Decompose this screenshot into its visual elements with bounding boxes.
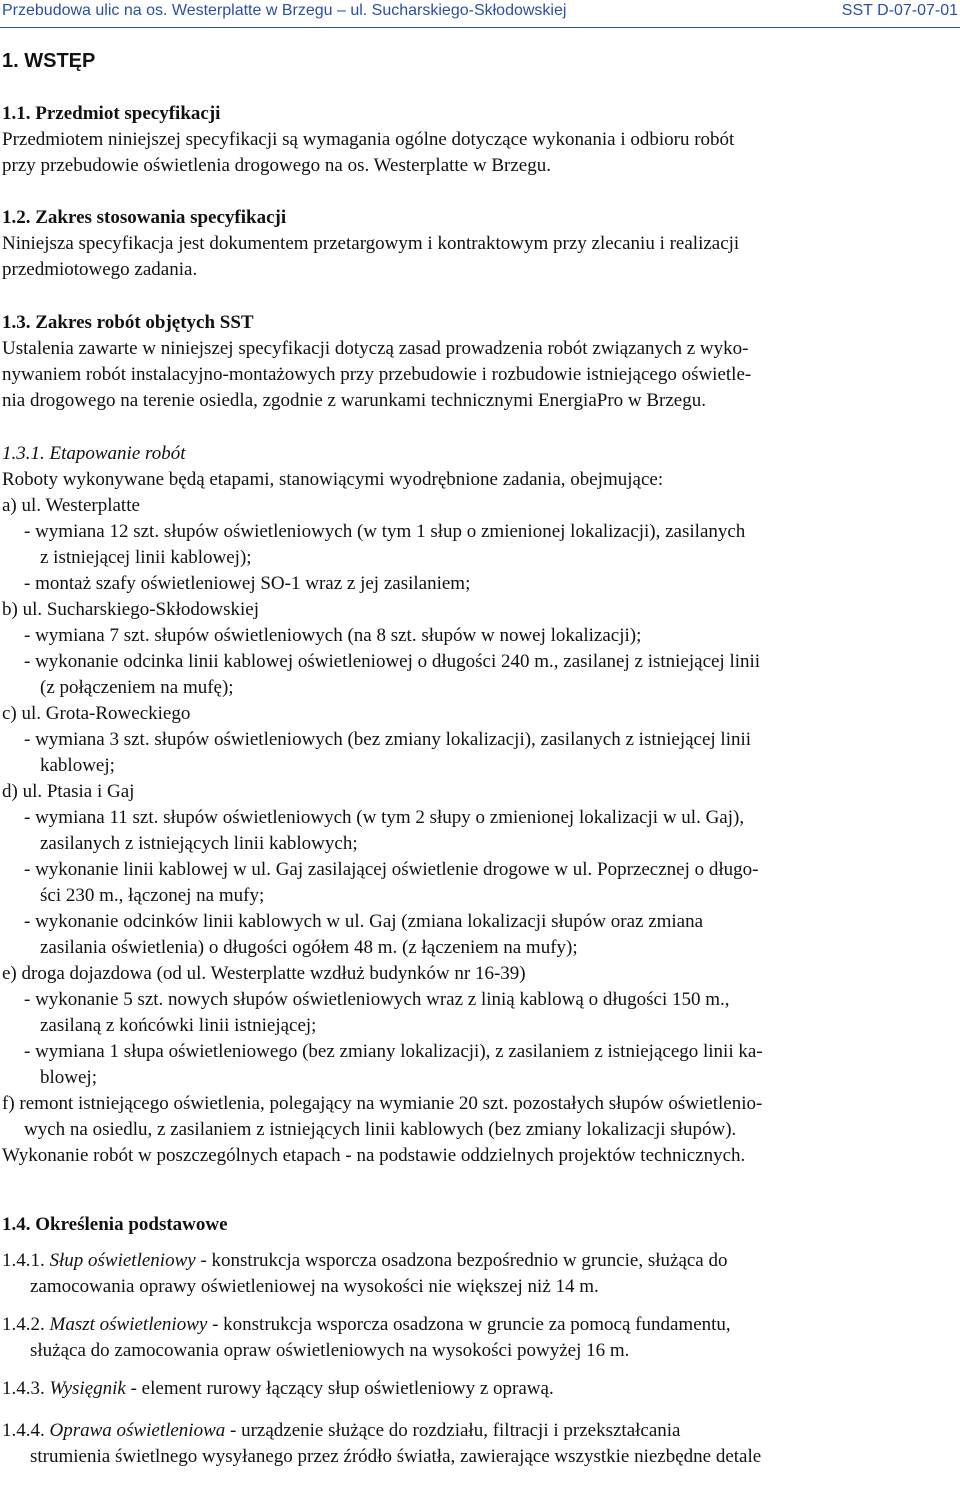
list-item: - wymiana 12 szt. słupów oświetleniowych (w tym 1 słup o zmienionej lokalizacji), zasilanych (24, 521, 746, 542)
definition-text: - urządzenie służące do rozdziału, filtracji i przekształcania (225, 1420, 681, 1441)
list-item: - wykonanie odcinka linii kablowej oświetleniowej o długości 240 m., zasilanej z istniejącej linii (24, 651, 761, 672)
definition-number: 1.4.3. (2, 1378, 45, 1399)
definition-1-4-4 (2, 1420, 681, 1442)
list-item: - wymiana 11 szt. słupów oświetleniowych (w tym 2 słupy o zmienionej lokalizacji w ul. Gaj), (24, 807, 745, 828)
list-item-cont: (z połączeniem na mufę); (40, 677, 234, 698)
list-item-cont: blowej; (40, 1067, 97, 1088)
list-item: - wykonanie 5 szt. nowych słupów oświetleniowych wraz z linią kablową o długości 150 m., (24, 989, 730, 1010)
definition-number: 1.4.2. (2, 1314, 45, 1335)
paragraph-line: Przedmiotem niniejszej specyfikacji są wymagania ogólne dotyczące wykonania i odbioru robót (2, 129, 735, 150)
list-item: - wymiana 1 słupa oświetleniowego (bez zmiany lokalizacji), z zasilaniem z istniejącego linii ka- (24, 1041, 763, 1062)
definition-text: - element rurowy łączący słup oświetleniowy z oprawą. (125, 1378, 554, 1399)
paragraph-line: Roboty wykonywane będą etapami, stanowiącymi wyodrębnione zadania, obejmujące: (2, 469, 664, 490)
header-rule (0, 27, 960, 28)
definition-cont: zamocowania oprawy oświetleniowej na wysokości nie większej niż 14 m. (30, 1276, 599, 1297)
section-heading-1-4: 1.4. Określenia podstawowe (2, 1214, 228, 1235)
definition-term: Słup oświetleniowy (49, 1250, 196, 1271)
definition-term: Oprawa oświetleniowa (49, 1420, 226, 1441)
paragraph-line: nia drogowego na terenie osiedla, zgodnie z warunkami technicznymi EnergiaPro w Brzegu. (2, 390, 706, 411)
list-item: - wykonanie odcinków linii kablowych w ul. Gaj (zmiana lokalizacji słupów oraz zmiana (24, 911, 704, 932)
definition-number: 1.4.4. (2, 1420, 45, 1441)
list-item: - wymiana 7 szt. słupów oświetleniowych (na 8 szt. słupów w nowej lokalizacji); (24, 625, 642, 646)
section-heading-1: 1. WSTĘP (2, 50, 96, 72)
definition-1-4-1 (2, 1250, 728, 1272)
list-item: - montaż szafy oświetleniowej SO-1 wraz z jej zasilaniem; (24, 573, 471, 594)
paragraph-line: Wykonanie robót w poszczególnych etapach - na podstawie oddzielnych projektów technicznych. (2, 1145, 746, 1166)
page-header (0, 0, 960, 30)
list-label: c) ul. Grota-Roweckiego (2, 703, 191, 724)
paragraph-line: nywaniem robót instalacyjno-montażowych przy przebudowie i rozbudowie istniejącego oświetle- (2, 364, 752, 385)
definition-text: - konstrukcja wsporcza osadzona w gruncie za pomocą fundamentu, (207, 1314, 731, 1335)
list-item-cont: z istniejącej linii kablowej); (40, 547, 252, 568)
list-item-cont: zasilaną z końcówki linii istniejącej; (40, 1015, 317, 1036)
list-label: d) ul. Ptasia i Gaj (2, 781, 135, 802)
list-item-cont: ści 230 m., łączonej na mufy; (40, 885, 265, 906)
definition-1-4-2 (2, 1314, 731, 1336)
paragraph-line: Niniejsza specyfikacja jest dokumentem przetargowym i kontraktowym przy zlecaniu i realizacji (2, 233, 740, 254)
list-label: b) ul. Sucharskiego-Skłodowskiej (2, 599, 260, 620)
definition-term: Wysięgnik (49, 1378, 126, 1399)
list-item-cont: zasilanych z istniejących linii kablowych; (40, 833, 358, 854)
list-item-cont: wych na osiedlu, z zasilaniem z istniejących linii kablowych (bez zmiany lokalizacji słupów). (24, 1119, 737, 1140)
definition-cont: strumienia świetlnego wysyłanego przez źródło światła, zawierające wszystkie niezbędne detale (30, 1446, 762, 1467)
section-heading-1-3-1: 1.3.1. Etapowanie robót (2, 443, 186, 464)
list-label: f) remont istniejącego oświetlenia, polegający na wymianie 20 szt. pozostałych słupów oświetlenio- (2, 1093, 763, 1114)
list-item: - wykonanie linii kablowej w ul. Gaj zasilającej oświetlenie drogowe w ul. Poprzecznej o długo- (24, 859, 759, 880)
definition-1-4-3 (2, 1378, 554, 1400)
definition-term: Maszt oświetleniowy (49, 1314, 208, 1335)
paragraph-line: Ustalenia zawarte w niniejszej specyfikacji dotyczą zasad prowadzenia robót związanych z wyko- (2, 338, 749, 359)
section-heading-1-1: 1.1. Przedmiot specyfikacji (2, 103, 221, 124)
list-label: e) droga dojazdowa (od ul. Westerplatte wzdłuż budynków nr 16-39) (2, 963, 526, 984)
section-heading-1-2: 1.2. Zakres stosowania specyfikacji (2, 207, 287, 228)
definition-number: 1.4.1. (2, 1250, 45, 1271)
list-label: a) ul. Westerplatte (2, 495, 140, 516)
header-code: SST D-07-07-01 (841, 2, 958, 19)
definition-cont: służąca do zamocowania opraw oświetleniowych na wysokości powyżej 16 m. (30, 1340, 630, 1361)
section-heading-1-3: 1.3. Zakres robót objętych SST (2, 312, 254, 333)
definition-text: - konstrukcja wsporcza osadzona bezpośrednio w gruncie, służąca do (195, 1250, 728, 1271)
list-item-cont: zasilania oświetlenia) o długości ogółem 48 m. (z łączeniem na mufy); (40, 937, 578, 958)
list-item-cont: kablowej; (40, 755, 115, 776)
paragraph-line: przy przebudowie oświetlenia drogowego na os. Westerplatte w Brzegu. (2, 155, 551, 176)
header-title: Przebudowa ulic na os. Westerplatte w Brzegu – ul. Sucharskiego-Skłodowskiej (2, 2, 567, 19)
paragraph-line: przedmiotowego zadania. (2, 259, 198, 280)
list-item: - wymiana 3 szt. słupów oświetleniowych (bez zmiany lokalizacji), zasilanych z istniejącej linii (24, 729, 752, 750)
